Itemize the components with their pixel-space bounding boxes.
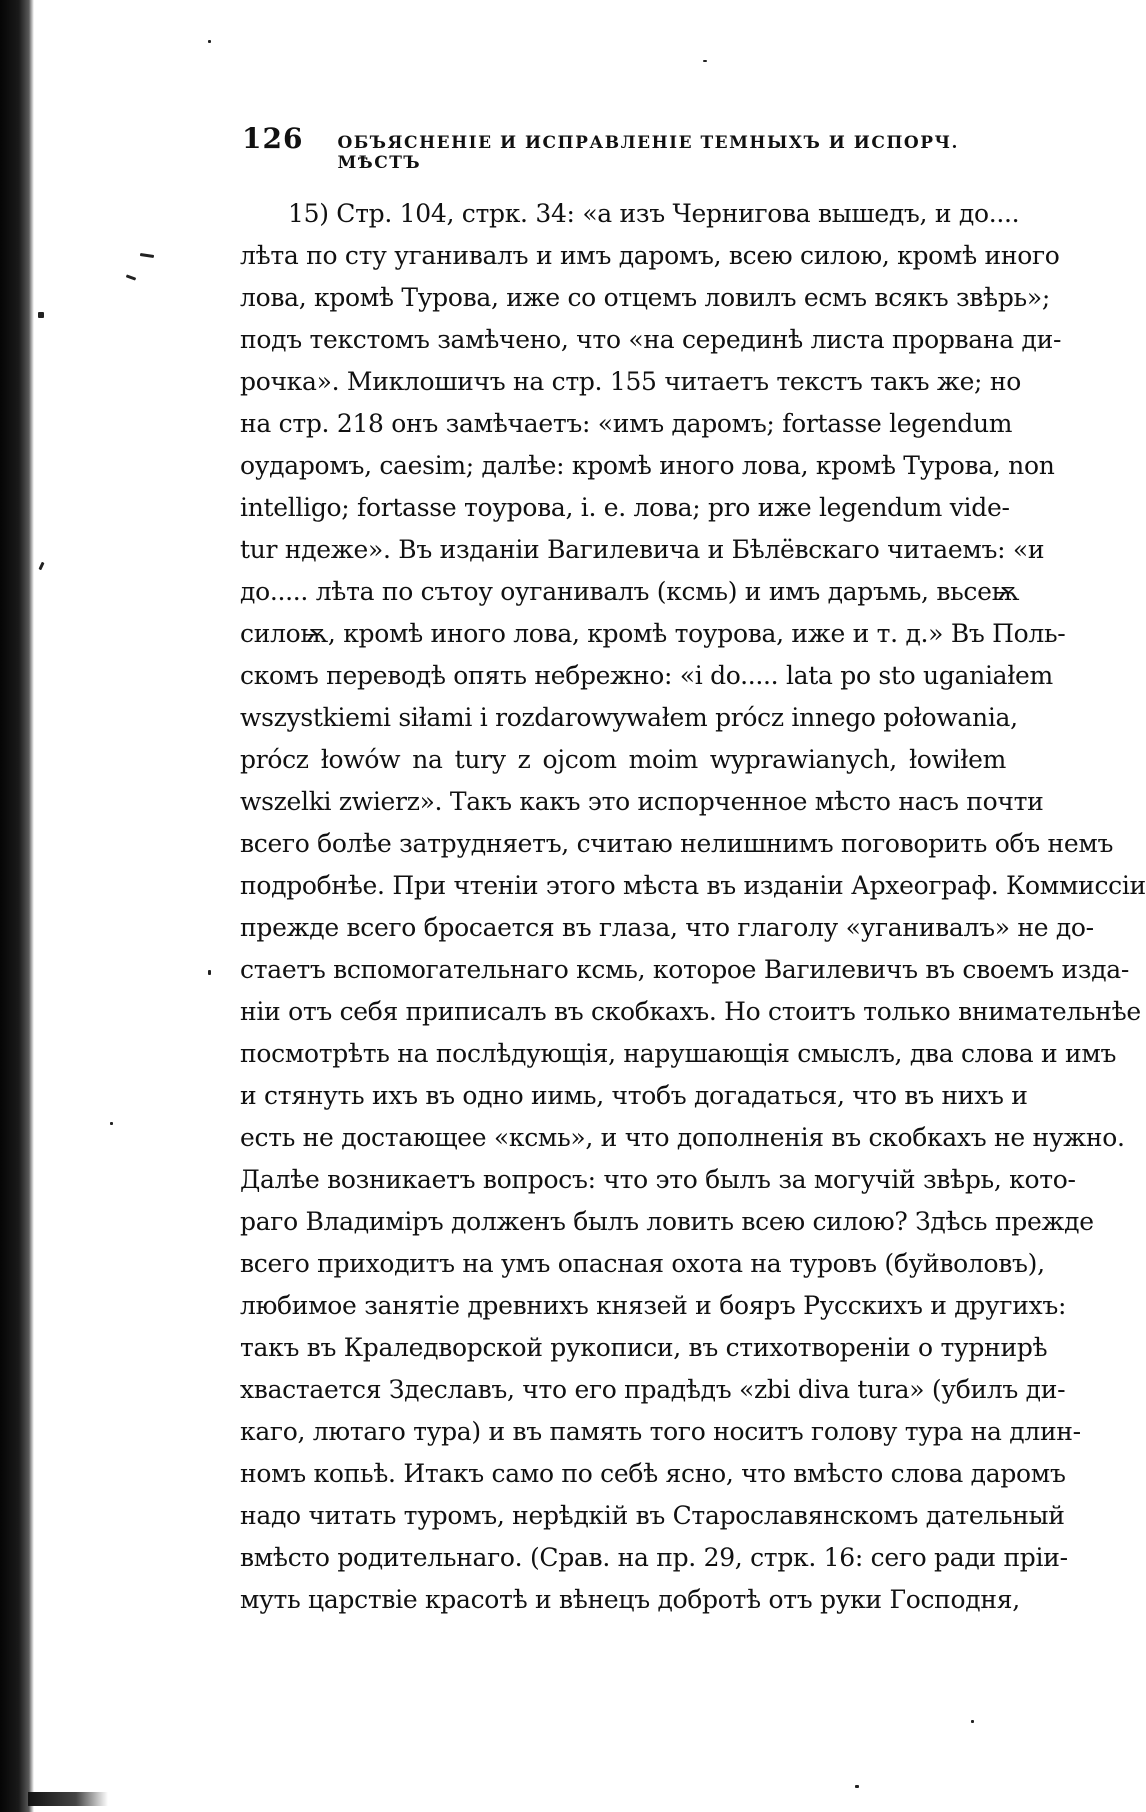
text-line: ніи отъ себя приписалъ въ скобкахъ. Но стоитъ только внимательнѣе (240, 997, 1141, 1026)
text-line: каго, лютаго тура) и въ память того носитъ голову тура на длин- (240, 1417, 1081, 1446)
text-line: подробнѣе. При чтеніи этого мѣста въ изданіи Археограф. Коммиссіи (240, 871, 1146, 900)
text-line: tur ндеже». Въ изданіи Вагилевича и Бѣлёвскаго читаемъ: «и (240, 535, 1045, 564)
scan-speck (208, 40, 211, 43)
body-text (240, 193, 1146, 1621)
text-line: оударомъ, caesim; далѣе: кромѣ иного лова, кромѣ Турова, non (240, 451, 1055, 480)
running-title: ОБЪЯСНЕНІЕ И ИСПРАВЛЕНІЕ ТЕМНЫХЪ И ИСПОРЧ. МѢСТЪ (337, 133, 959, 173)
binding-shadow (28, 1792, 108, 1806)
text-line: до..... лѣта по сътоу оуганивалъ (ксмь) и имъ даръмь, вьсеѭ (240, 577, 1020, 606)
binding-edge (0, 0, 34, 1812)
scan-speck (855, 1785, 859, 1788)
text-line: intelligo; fortasse тоурова, i. e. лова; pro иже legendum vide- (240, 493, 1010, 522)
text-line: скомъ переводѣ опять небрежно: «i do..... lata po sto uganiałem (240, 661, 1053, 690)
text-line: стаетъ вспомогательнаго ксмь, которое Вагилевичъ въ своемъ изда- (240, 955, 1130, 984)
text-line: посмотрѣть на послѣдующія, нарушающія смыслъ, два слова и имъ (240, 1039, 1117, 1068)
text-line: есть не достающее «ксмь», и что дополненія въ скобкахъ не нужно. (240, 1123, 1125, 1152)
text-line: раго Владиміръ долженъ былъ ловить всею силою? Здѣсь прежде (240, 1207, 1094, 1236)
text-line: всего приходитъ на умъ опасная охота на туровъ (буйволовъ), (240, 1249, 1045, 1278)
scan-speck (38, 312, 44, 318)
scan-speck (110, 1122, 113, 1125)
text-line: подъ текстомъ замѣчено, что «на серединѣ листа прорвана ди- (240, 325, 1062, 354)
text-line: номъ копьѣ. Итакъ само по себѣ ясно, что вмѣсто слова даромъ (240, 1459, 1066, 1488)
text-line: надо читать туромъ, нерѣдкій въ Старославянскомъ дательный (240, 1501, 1065, 1530)
text-line: и стянуть ихъ въ одно иимь, чтобъ догадаться, что въ нихъ и (240, 1081, 1028, 1110)
text-line: wszelki zwierz». Такъ какъ это испорченное мѣсто насъ почти (240, 787, 1044, 816)
page-number: 126 (242, 122, 304, 155)
scan-speck (703, 60, 707, 62)
text-line: wszystkiemi siłami i rozdarowywałem prócz innego połowania, (240, 703, 1018, 732)
text-line: Далѣе возникаетъ вопросъ: что это былъ за могучій звѣрь, кото- (240, 1165, 1076, 1194)
text-line: лова, кромѣ Турова, иже со отцемъ ловилъ есмъ всякъ звѣрь»; (240, 283, 1050, 312)
running-head (242, 122, 1002, 173)
text-line: муть царствiе красотѣ и вѣнецъ добротѣ отъ руки Господня, (240, 1585, 1020, 1614)
text-line: хвастается Здеславъ, что его прадѣдъ «zbi diva tura» (убилъ ди- (240, 1375, 1066, 1404)
scan-speck (140, 253, 154, 258)
text-line: такъ въ Краледворской рукописи, въ стихотвореніи о турнирѣ (240, 1333, 1048, 1362)
scan-speck (971, 1720, 974, 1723)
text-line: prócz łowów na tury z ojcom moim wyprawianych, łowiłem (240, 745, 1006, 774)
text-line: вмѣсто родительнаго. (Срав. на пр. 29, стрк. 16: сего ради прiи- (240, 1543, 1068, 1572)
text-line: прежде всего бросается въ глаза, что глаголу «уганивалъ» не до- (240, 913, 1094, 942)
text-line: силоѭ, кромѣ иного лова, кромѣ тоурова, иже и т. д.» Въ Поль- (240, 619, 1066, 648)
text-line: лѣта по сту уганивалъ и имъ даромъ, всею силою, кромѣ иного (240, 241, 1060, 270)
scan-speck (208, 970, 211, 975)
text-line: любимое занятіе древнихъ князей и бояръ Русскихъ и другихъ: (240, 1291, 1067, 1320)
text-line: 15) Стр. 104, стрк. 34: «а изъ Чернигова вышедъ, и до.... (288, 199, 1020, 228)
text-line: на стр. 218 онъ замѣчаетъ: «имъ даромъ; fortasse legendum (240, 409, 1013, 438)
text-line: всего болѣе затрудняетъ, считаю нелишнимъ поговорить объ немъ (240, 829, 1114, 858)
scan-speck (38, 562, 44, 571)
text-line: рочка». Миклошичъ на стр. 155 читаетъ текстъ такъ же; но (240, 367, 1021, 396)
scan-speck (126, 274, 136, 280)
